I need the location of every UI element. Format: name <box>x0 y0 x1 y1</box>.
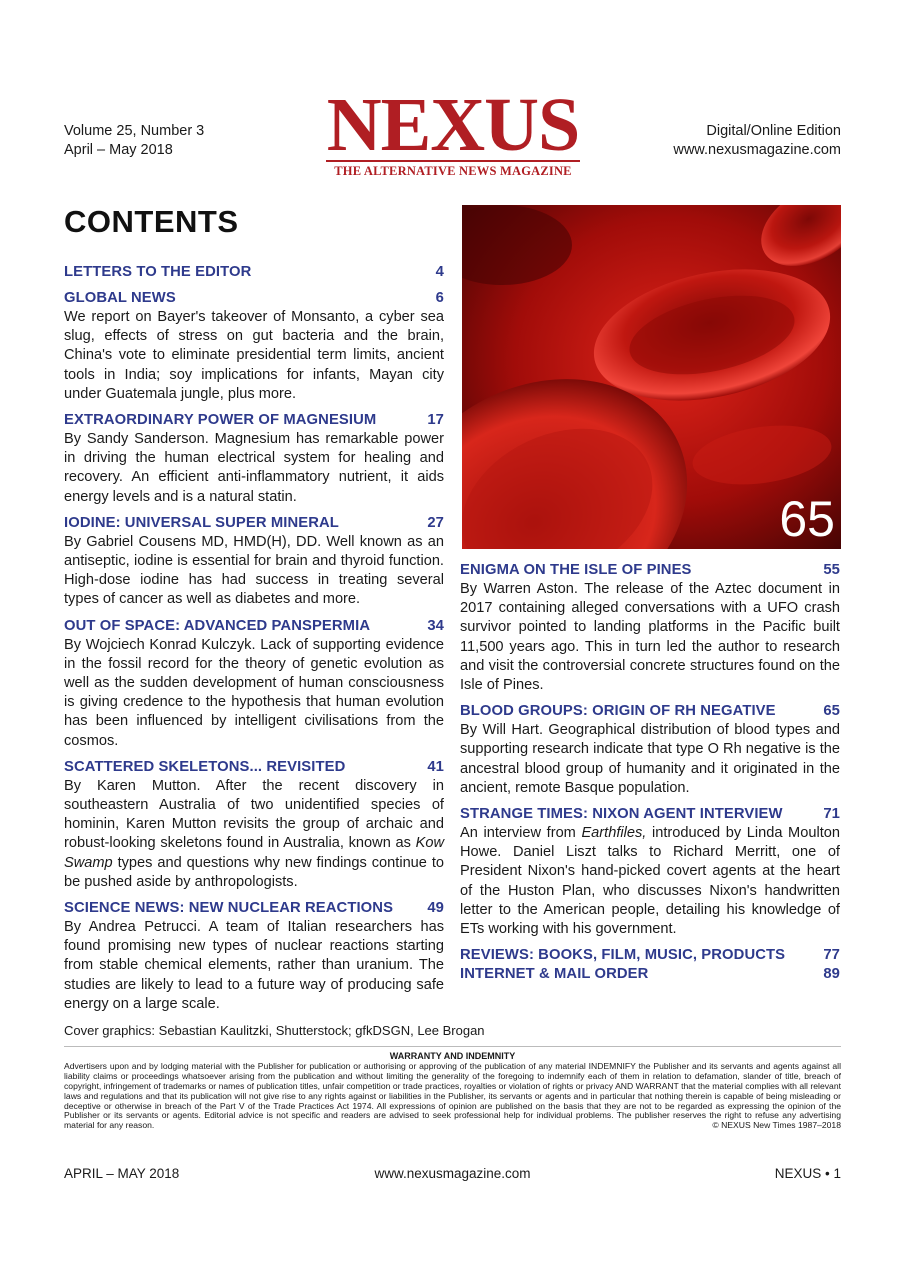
entry-title[interactable]: GLOBAL NEWS <box>64 290 176 306</box>
entry-description <box>460 824 840 939</box>
contents-entry[interactable] <box>460 965 840 984</box>
entry-title[interactable]: ENIGMA ON THE ISLE OF PINES <box>460 562 692 578</box>
entry-description-part: An interview from <box>460 825 582 842</box>
entry-page-number: 27 <box>427 514 444 531</box>
entry-title[interactable]: SCATTERED SKELETONS... REVISITED <box>64 758 346 775</box>
entry-page-number: 41 <box>427 758 444 775</box>
entry-description: By Will Hart. Geographical distribution of blood types and supporting research indicate that type O Rh negative is the ancestral blood group of humanity and it originated in the ancient, remote Basque population. <box>460 722 840 796</box>
entry-description-part: introduced by Linda Moulton Howe. Daniel Liszt talks to Richard Merritt, one of President Nixon's hand-picked covert agents at the heart of the Huston Plan, who discusses Nixon's handwritten letter to the American people, detailing his knowledge of ETs working with his government. <box>460 825 840 938</box>
contents-entry[interactable] <box>460 805 840 939</box>
edition-info <box>673 122 841 160</box>
entry-page-number: 77 <box>823 947 840 964</box>
entry-page-number: 71 <box>823 806 840 823</box>
contents-entry[interactable] <box>460 702 840 798</box>
entry-page-number: 4 <box>435 264 444 280</box>
edition-label: Digital/Online Edition <box>706 123 841 139</box>
issue-info <box>64 122 204 160</box>
contents-entry[interactable] <box>64 263 444 282</box>
entry-title[interactable]: IODINE: UNIVERSAL SUPER MINERAL <box>64 514 339 531</box>
entry-title[interactable]: STRANGE TIMES: NIXON AGENT INTERVIEW <box>460 806 783 823</box>
blood-cells-cover-image[interactable] <box>462 205 841 549</box>
nexus-logo <box>320 83 586 178</box>
logo-wordmark: NEXUS <box>326 83 580 167</box>
cover-credits: Cover graphics: Sebastian Kaulitzki, Shutterstock; gfkDSGN, Lee Brogan <box>64 1023 485 1038</box>
entry-description-italic: Kow Swamp <box>64 835 444 871</box>
entry-page-number: 34 <box>427 617 444 634</box>
entry-title[interactable]: EXTRAORDINARY POWER OF MAGNESIUM <box>64 412 377 429</box>
entry-description-italic: Earthfiles, <box>581 825 647 842</box>
cover-page-number: 65 <box>779 491 835 547</box>
footer-website-link[interactable]: www.nexusmagazine.com <box>374 1166 531 1181</box>
entry-page-number: 6 <box>435 290 444 306</box>
entry-description: By Wojciech Konrad Kulczyk. Lack of supporting evidence in the fossil record for the theory of genetic evolution as well as the sudden development of human consciousness is giving credence to the hypothesis that human evolution has been influenced by intelligent civilisations from the cosmos. <box>64 636 444 749</box>
entry-description: By Gabriel Cousens MD, HMD(H), DD. Well known as an antiseptic, iodine is essential for brain and thyroid function. High-dose iodine has had success in treating several types of cancer as well as diabetes and more. <box>64 533 444 608</box>
contents-entry[interactable] <box>64 899 444 1014</box>
entry-description: By Warren Aston. The release of the Aztec document in 2017 containing alleged conversations with a UFO crash survivor pointed to landing platforms in the Pacific built 11,500 years ago. This in turn led the author to research and visit the controversial concrete structures found on the Isle of Pines. <box>460 581 840 694</box>
entry-page-number: 65 <box>823 703 840 720</box>
warranty-body: Advertisers upon and by lodging material with the Publisher for publication or authorising or approving of the publication of any material INDEMNIFY the Publisher and its servants and agents against all liability claims or proceedings whatsoever arising from the publication and without limiting the generality of the foregoing to indemnify each of them in relation to defamation, slander of title, breach of copyright, infringement of trademarks or names of publication titles, unfair competition or trade practices, royalties or violation of rights or privacy AND WARRANT that the material complies with all relevant laws and regulations and that its publication will not give rise to any rights against or liabilities in the Publisher, its servants or agents and in particular that nothing therein is capable of being misleading or deceptive or otherwise in breach of the Part V of the Trade Practices Act 1974. All expressions of opinion are published on the basis that they are not to be regarded as expressing the opinion of the Publisher or its servants or agents. Editorial advice is not specific and readers are advised to seek professional help for individual problems. The publisher reserves the right to refuse any advertising material for any reason. <box>64 1060 841 1131</box>
entry-title[interactable]: OUT OF SPACE: ADVANCED PANSPERMIA <box>64 617 371 634</box>
contents-entry[interactable] <box>64 758 444 892</box>
entry-description-part: types and questions why new findings continue to be pushed aside by anthropologists. <box>64 854 444 890</box>
copyright-notice: © NEXUS New Times 1987–2018 <box>712 1120 841 1131</box>
contents-left-column <box>64 263 444 1021</box>
contents-entry[interactable] <box>64 289 444 404</box>
footer-page-number: NEXUS • 1 <box>774 1166 841 1181</box>
divider <box>64 1046 841 1047</box>
contents-entry[interactable] <box>460 946 840 965</box>
entry-title[interactable]: SCIENCE NEWS: NEW NUCLEAR REACTIONS <box>64 900 394 917</box>
contents-heading: CONTENTS <box>64 204 239 239</box>
entry-description <box>64 777 444 892</box>
volume-number: Volume 25, Number 3 <box>64 123 205 139</box>
entry-title[interactable]: BLOOD GROUPS: ORIGIN OF RH NEGATIVE <box>460 703 776 720</box>
entry-page-number: 55 <box>823 562 840 578</box>
contents-entry[interactable] <box>64 411 444 507</box>
contents-right-column <box>460 561 840 991</box>
entry-page-number: 17 <box>427 412 444 429</box>
entry-description: By Sandy Sanderson. Magnesium has remarkable power in driving the human electrical system for healing and recovery. An efficient anti-inflammatory nutrient, it aids energy levels and is a natural statin. <box>64 431 444 505</box>
issue-date: April – May 2018 <box>64 142 173 158</box>
entry-page-number: 89 <box>823 966 840 983</box>
contents-entry[interactable] <box>64 514 444 610</box>
entry-description: By Andrea Petrucci. A team of Italian researchers has found promising new types of nuclear reactions starting from stable chemical elements, rather than uranium. The studies are likely to lead to a future way of producing safe energy on a large scale. <box>64 919 444 1012</box>
entry-description: We report on Bayer's takeover of Monsanto, a cyber sea slug, effects of stress on gut bacteria and the brain, China's vote to eliminate presidential term limits, ancient tools in India; soy implications for infants, Mayan city under Guatemala jungle, plus more. <box>64 309 444 402</box>
entry-title[interactable]: REVIEWS: BOOKS, FILM, MUSIC, PRODUCTS <box>460 947 786 964</box>
logo-tagline: THE ALTERNATIVE NEWS MAGAZINE <box>326 160 580 178</box>
warranty-title: WARRANTY AND INDEMNITY <box>389 1051 516 1061</box>
footer-date: APRIL – MAY 2018 <box>64 1166 180 1181</box>
entry-title[interactable]: INTERNET & MAIL ORDER <box>460 966 649 983</box>
entry-page-number: 49 <box>427 900 444 917</box>
header-website-link[interactable]: www.nexusmagazine.com <box>673 142 841 158</box>
entry-description-part: By Karen Mutton. After the recent discovery in southeastern Australia of two unidentified species of hominin, Karen Mutton revisits the group of archaic and robust-looking skeletons found in Australia, known as <box>64 777 444 852</box>
contents-entry[interactable] <box>64 617 444 751</box>
entry-title[interactable]: LETTERS TO THE EDITOR <box>64 264 252 280</box>
warranty-text <box>64 1062 841 1131</box>
warranty-section <box>64 1052 841 1131</box>
contents-entry[interactable] <box>460 561 840 695</box>
